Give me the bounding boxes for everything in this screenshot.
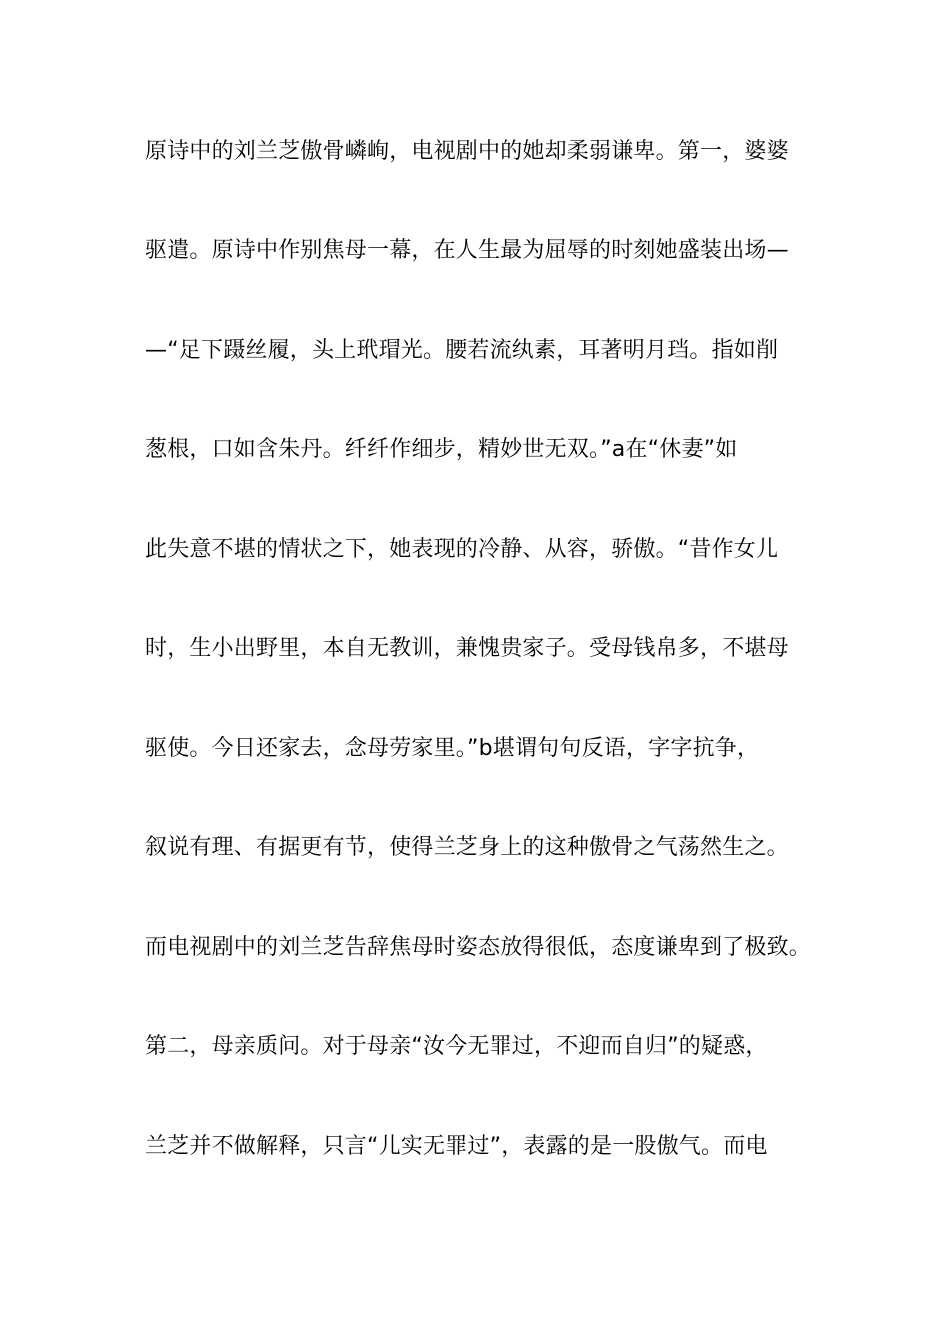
text-line-4: 葱根，口如含朱丹。纤纤作细步，精妙世无双。”a在“休妻”如 bbox=[145, 437, 738, 462]
text-line-1: 原诗中的刘兰芝傲骨嶙峋，电视剧中的她却柔弱谦卑。第一，婆婆 bbox=[145, 139, 789, 164]
text-line-6: 时，生小出野里，本自无教训，兼愧贵家子。受母钱帛多，不堪母 bbox=[145, 636, 789, 661]
text-line-2: 驱遣。原诗中作别焦母一幕，在人生最为屈辱的时刻她盛装出场— bbox=[145, 238, 789, 263]
text-line-5: 此失意不堪的情状之下，她表现的冷静、从容，骄傲。“昔作女儿 bbox=[145, 537, 779, 562]
text-line-10: 第二，母亲质问。对于母亲“汝今无罪过，不迎而自归”的疑惑， bbox=[145, 1034, 768, 1059]
text-line-7: 驱使。今日还家去，念母劳家里。”b堪谓句句反语，字字抗争， bbox=[145, 736, 760, 761]
text-line-11: 兰芝并不做解释，只言“儿实无罪过”，表露的是一股傲气。而电 bbox=[145, 1134, 768, 1159]
text-line-3: —“足下蹑丝履，头上玳瑁光。腰若流纨素，耳著明月珰。指如削 bbox=[145, 338, 779, 363]
text-line-9: 而电视剧中的刘兰芝告辞焦母时姿态放得很低，态度谦卑到了极致。 bbox=[145, 935, 812, 960]
text-line-8: 叙说有理、有据更有节，使得兰芝身上的这种傲骨之气荡然生之。 bbox=[145, 835, 789, 860]
